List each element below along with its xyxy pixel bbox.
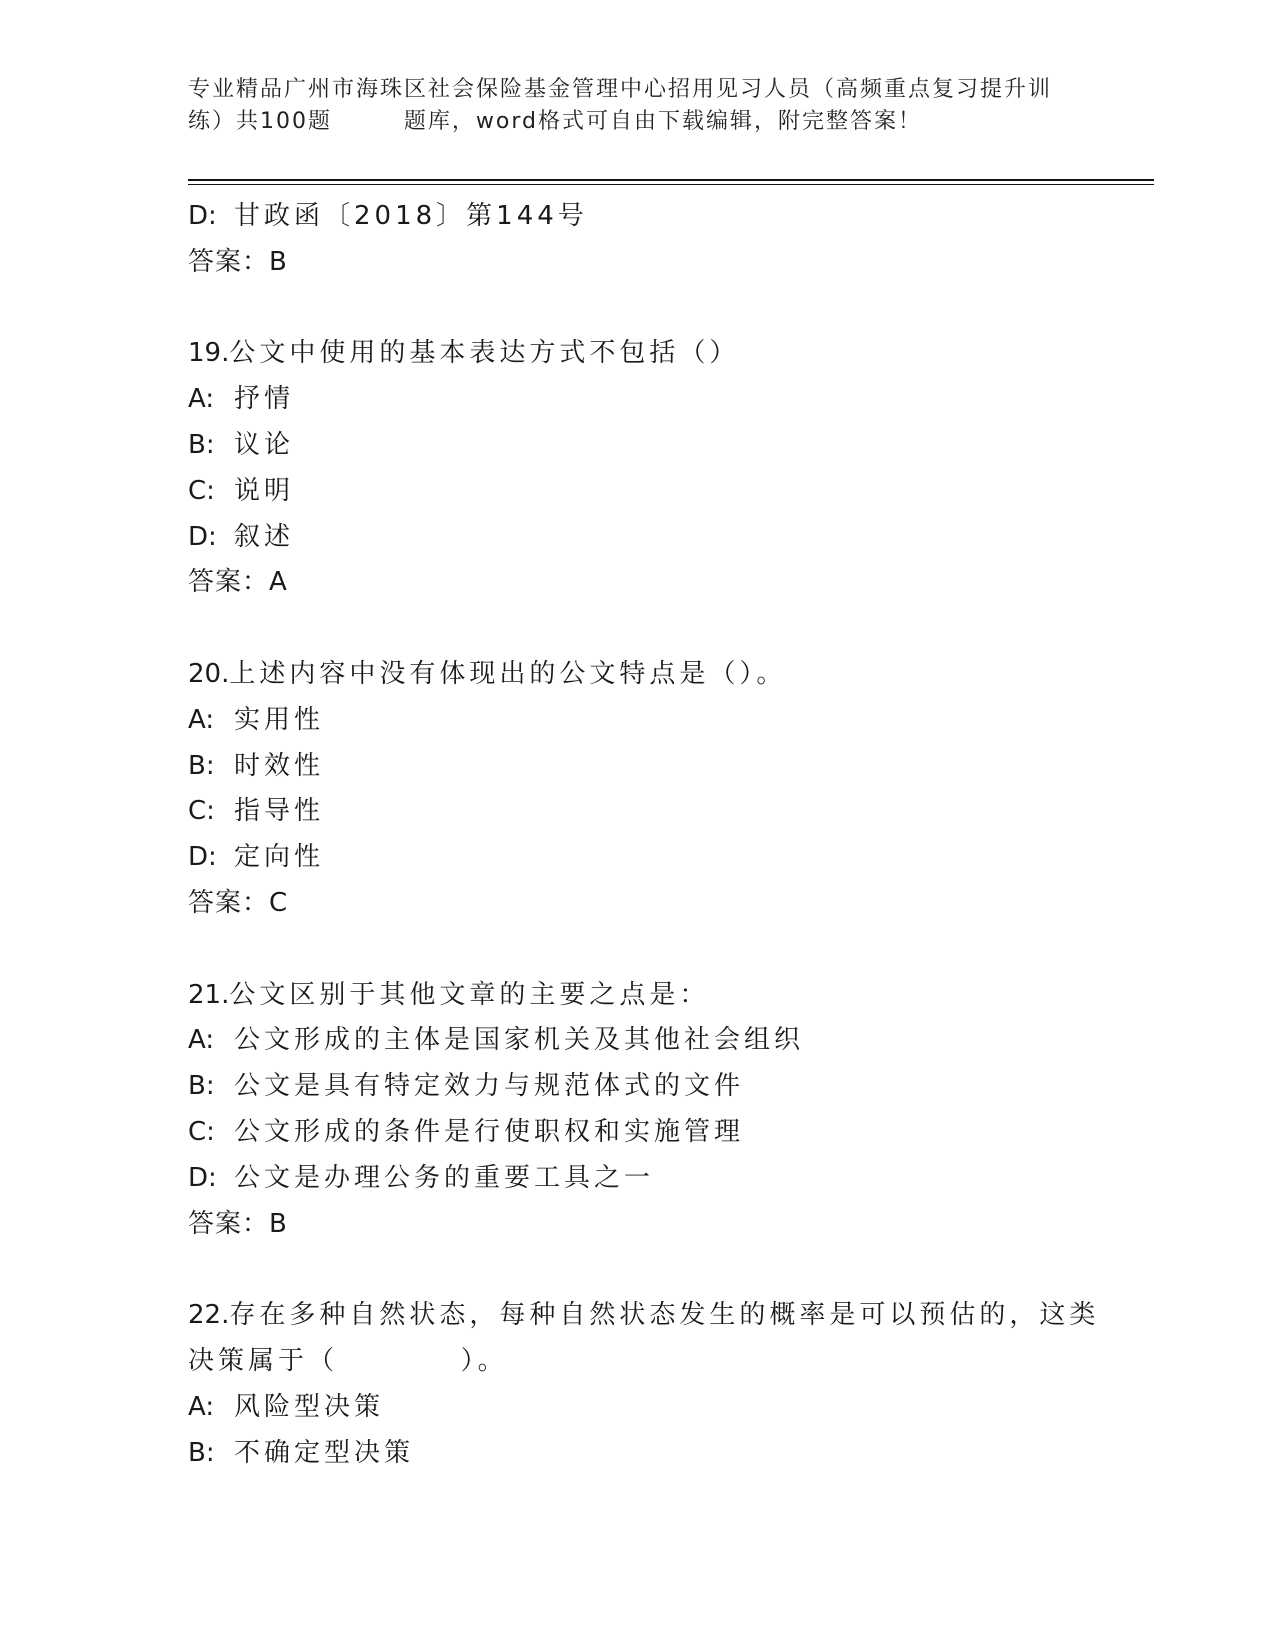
document-header (188, 74, 1088, 138)
answer-line: 答案：B (188, 1208, 288, 1239)
answer-line: 答案：C (188, 887, 289, 918)
option-text: 叙述 (234, 521, 295, 552)
option-line (188, 1431, 1148, 1477)
option-line (188, 698, 1148, 744)
option-letter: C: (188, 796, 215, 827)
option-letter: D: (188, 521, 217, 552)
question-number: 21. (188, 979, 230, 1010)
option-text: 抒情 (234, 384, 295, 415)
spacer (188, 606, 1148, 652)
question-text: 存在多种自然状态，每种自然状态发生的概率是可以预估的，这类 (229, 1300, 1100, 1331)
option-text: 公文是办理公务的重要工具之一 (234, 1162, 655, 1193)
option-text: 议论 (234, 429, 295, 460)
option-line (188, 835, 1148, 881)
question-list (188, 194, 1148, 1476)
header-divider-thin (188, 184, 1154, 185)
option-line (188, 1110, 1148, 1156)
option-letter: B: (188, 1437, 215, 1468)
option-line (188, 423, 1148, 469)
option-line (188, 194, 1148, 240)
question-stem (188, 331, 1148, 377)
spacer (188, 1247, 1148, 1293)
option-letter: A: (188, 1025, 215, 1056)
question-stem (188, 652, 1148, 698)
option-line (188, 1385, 1148, 1431)
option-text: 指导性 (234, 796, 325, 827)
option-text: 公文形成的条件是行使职权和实施管理 (234, 1116, 745, 1147)
question-stem-continued: 决策属于（ ）。 (188, 1345, 508, 1376)
option-line (188, 1156, 1148, 1202)
answer-line: 答案：B (188, 246, 288, 277)
option-text: 甘政函〔2018〕第144号 (234, 201, 588, 231)
question-text: 公文区别于其他文章的主要之点是： (229, 979, 710, 1010)
option-line (188, 515, 1148, 561)
option-letter: B: (188, 1071, 215, 1102)
option-letter: C: (188, 475, 215, 506)
question-number: 19. (188, 338, 230, 369)
spacer (188, 286, 1148, 332)
header-divider-thick (188, 179, 1154, 181)
option-letter: D: (188, 842, 217, 873)
option-text: 公文形成的主体是国家机关及其他社会组织 (234, 1025, 805, 1056)
option-letter: B: (188, 750, 215, 781)
option-line (188, 1064, 1148, 1110)
option-letter: D: (188, 201, 217, 231)
option-letter: A: (188, 1391, 215, 1422)
option-line (188, 744, 1148, 790)
option-line (188, 1018, 1148, 1064)
question-stem (188, 973, 1148, 1019)
spacer (188, 927, 1148, 973)
question-number: 20. (188, 658, 230, 689)
answer-line: 答案：A (188, 567, 288, 598)
option-line (188, 789, 1148, 835)
option-text: 不确定型决策 (234, 1437, 415, 1468)
question-text: 公文中使用的基本表达方式不包括（） (229, 338, 740, 369)
option-text: 时效性 (234, 750, 325, 781)
question-number: 22. (188, 1300, 230, 1331)
option-text: 公文是具有特定效力与规范体式的文件 (234, 1071, 745, 1102)
option-text: 实用性 (234, 704, 325, 735)
option-text: 定向性 (234, 842, 325, 873)
option-letter: D: (188, 1162, 217, 1193)
option-text: 风险型决策 (234, 1391, 385, 1422)
option-letter: A: (188, 384, 215, 415)
option-text: 说明 (234, 475, 295, 506)
option-line (188, 469, 1148, 515)
question-text: 上述内容中没有体现出的公文特点是（）。 (229, 658, 787, 689)
header-title-line-1: 专业精品广州市海珠区社会保险基金管理中心招用见习人员（高频重点复习提升训 (188, 77, 1053, 102)
question-stem (188, 1293, 1148, 1339)
option-letter: A: (188, 704, 215, 735)
option-letter: B: (188, 429, 215, 460)
option-line (188, 377, 1148, 423)
option-letter: C: (188, 1116, 215, 1147)
header-title-line-2: 练）共100题 题库，word格式可自由下载编辑，附完整答案！ (188, 109, 923, 134)
